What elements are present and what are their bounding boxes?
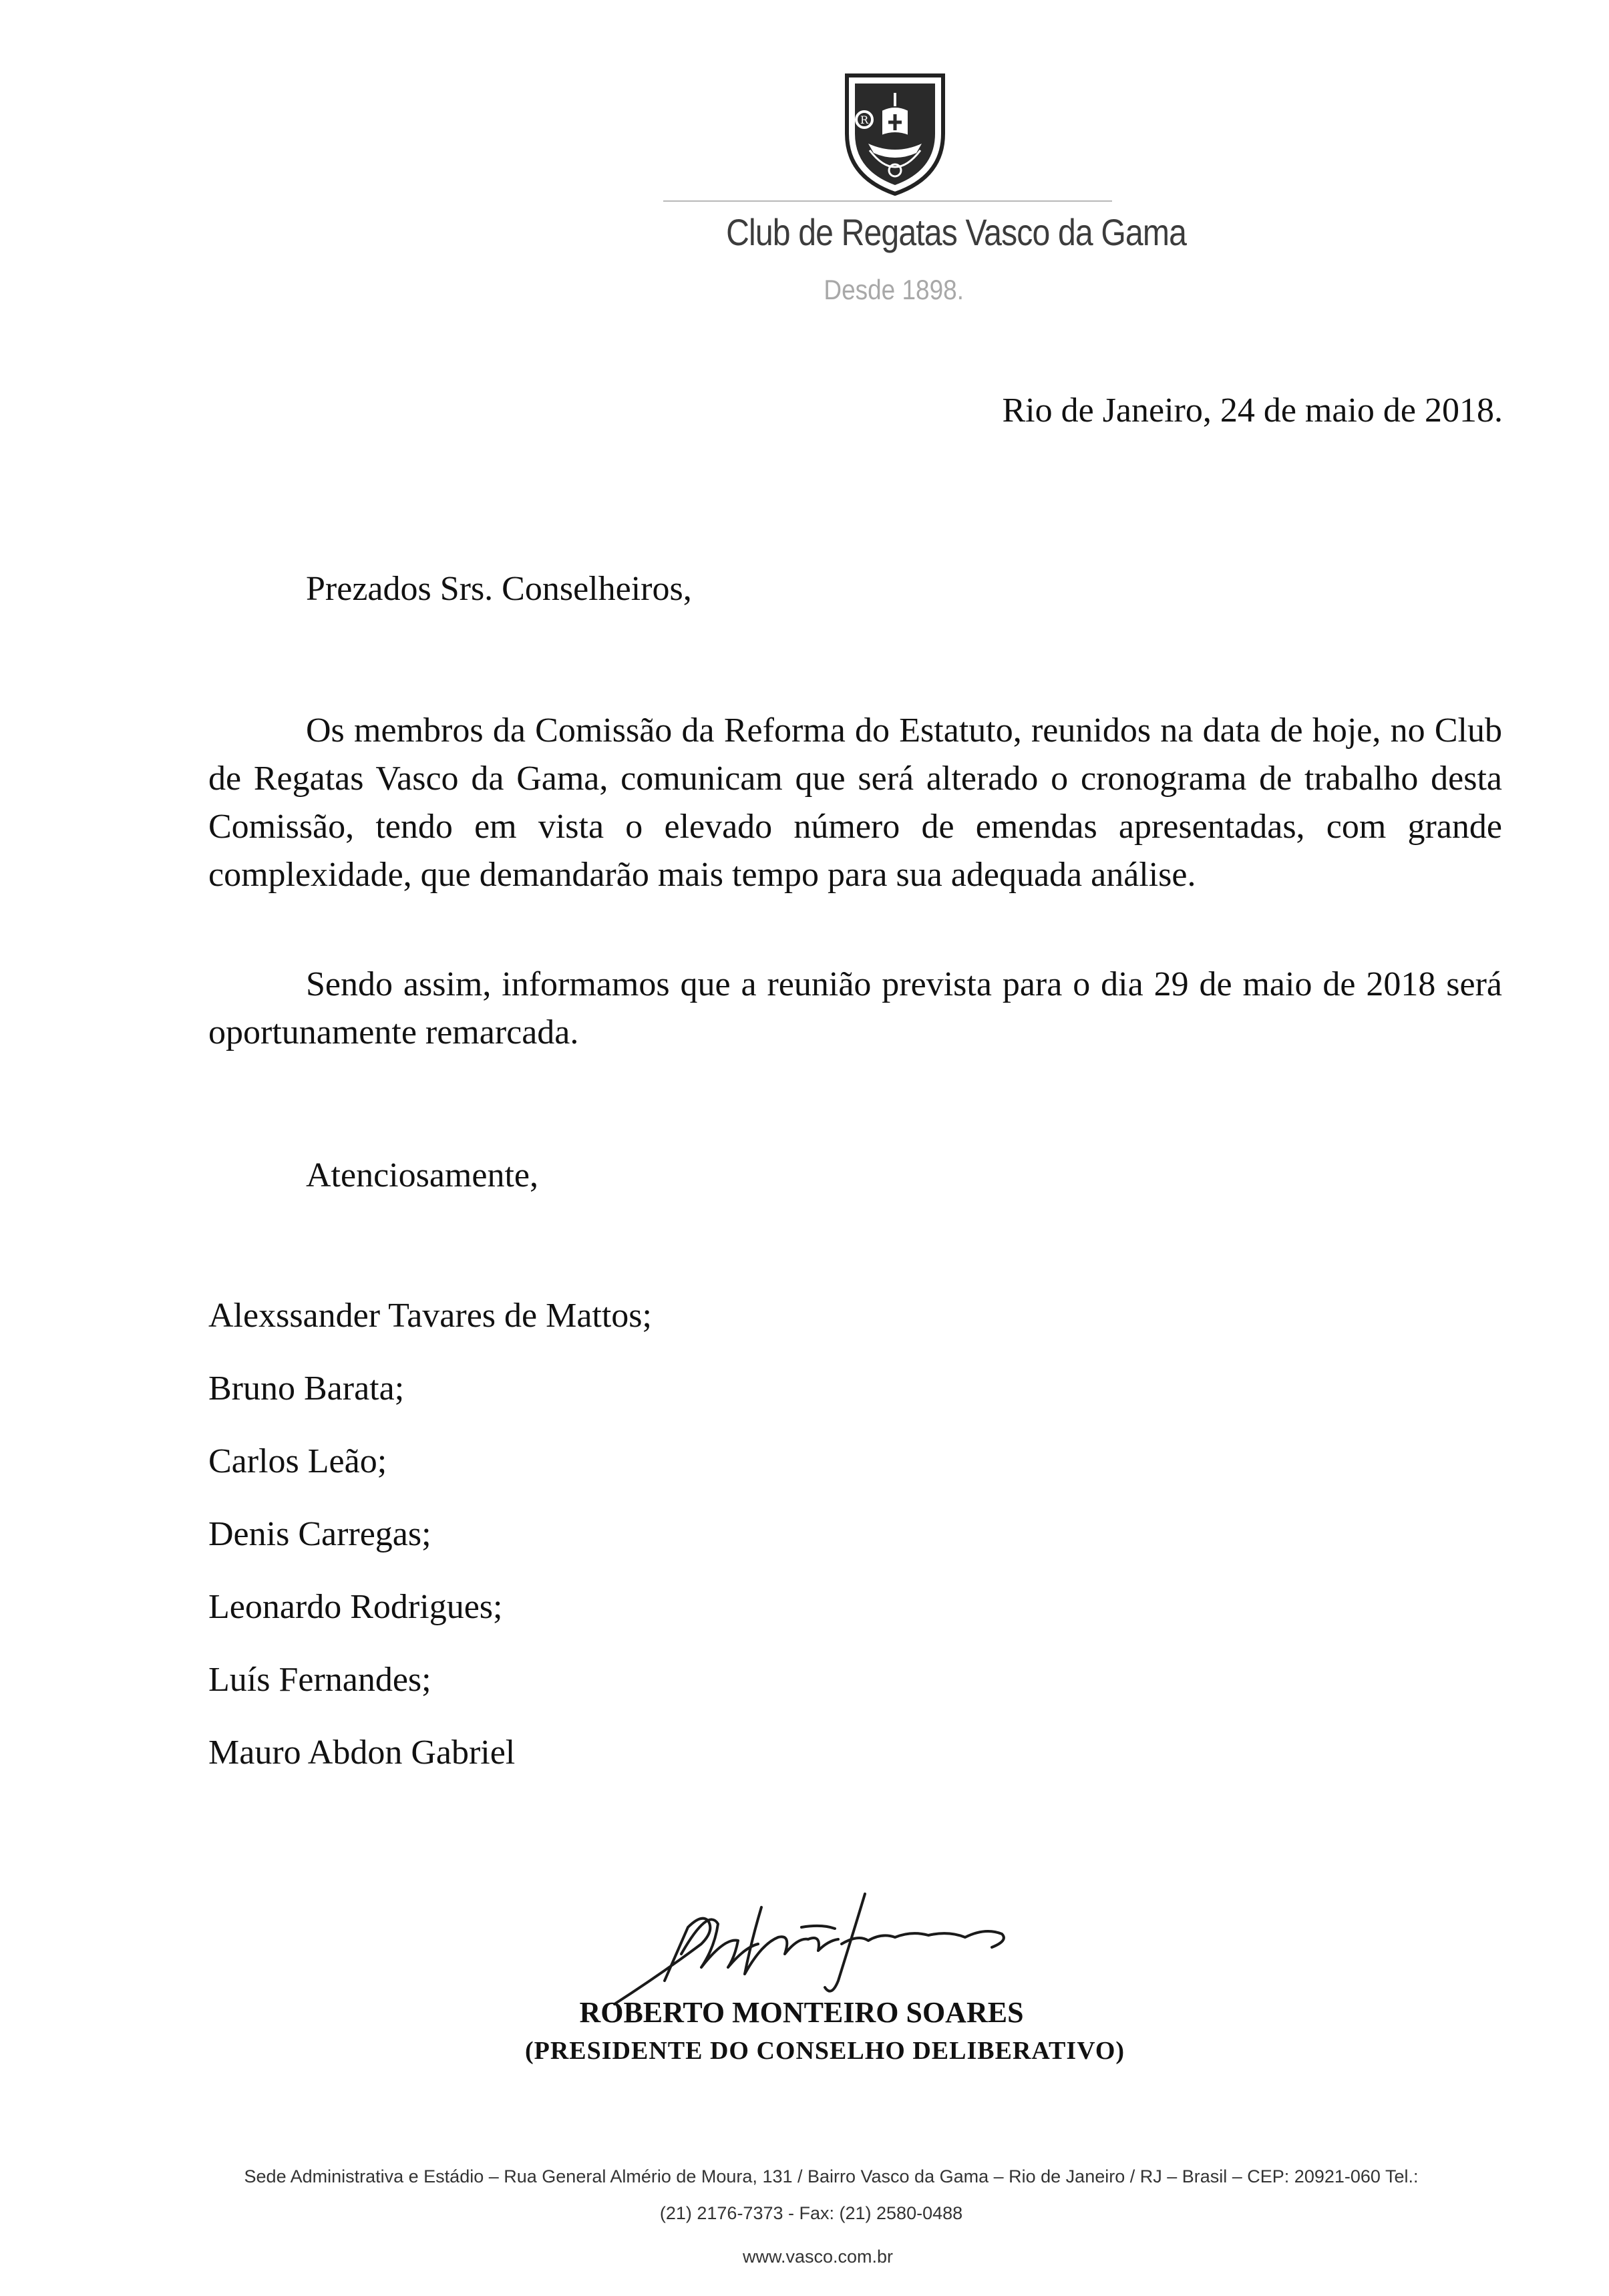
- member-name: Alexssander Tavares de Mattos;: [208, 1297, 652, 1335]
- footer-address: Sede Administrativa e Estádio – Rua General Almério de Moura, 131 / Bairro Vasco da Gama – Rio de Janeiro / RJ – Brasil – CEP: 20921-060 Tel.:: [244, 2166, 1419, 2186]
- letter-date: Rio de Janeiro, 24 de maio de 2018.: [1002, 391, 1503, 430]
- body-paragraph-1: Os membros da Comissão da Reforma do Estatuto, reunidos na data de hoje, no Club de Regatas Vasco da Gama, comunicam que será alterado o cronograma de trabalho desta Comissão, tendo em vista o elevado número de emendas apresentadas, com grande complexidade, que demandarão mais tempo para sua adequada análise.: [208, 711, 1502, 894]
- club-founded-year: Desde 1898.: [824, 274, 964, 305]
- member-name: Mauro Abdon Gabriel: [208, 1734, 516, 1772]
- footer-phones: (21) 2176-7373 - Fax: (21) 2580-0488: [659, 2203, 963, 2223]
- handwritten-signature-icon: [601, 1880, 1015, 2007]
- signer-title: (PRESIDENTE DO CONSELHO DELIBERATIVO): [524, 2037, 1125, 2065]
- header-divider: [663, 200, 1112, 202]
- club-name: Club de Regatas Vasco da Gama: [726, 211, 1187, 253]
- committee-members-list: [208, 1293, 652, 1802]
- vasco-crest-icon: [842, 70, 948, 197]
- member-name: Denis Carregas;: [208, 1515, 431, 1553]
- salutation: Prezados Srs. Conselheiros,: [306, 570, 692, 608]
- body-paragraph-2: Sendo assim, informamos que a reunião prevista para o dia 29 de maio de 2018 será oportunamente remarcada.: [208, 965, 1502, 1051]
- member-name: Leonardo Rodrigues;: [208, 1588, 503, 1626]
- svg-text:R: R: [860, 114, 869, 126]
- closing: Atenciosamente,: [306, 1156, 538, 1194]
- member-name: Bruno Barata;: [208, 1369, 405, 1408]
- member-name: Carlos Leão;: [208, 1442, 387, 1480]
- signer-name: ROBERTO MONTEIRO SOARES: [579, 1996, 1024, 2029]
- member-name: Luís Fernandes;: [208, 1661, 431, 1699]
- footer-website[interactable]: www.vasco.com.br: [742, 2247, 894, 2267]
